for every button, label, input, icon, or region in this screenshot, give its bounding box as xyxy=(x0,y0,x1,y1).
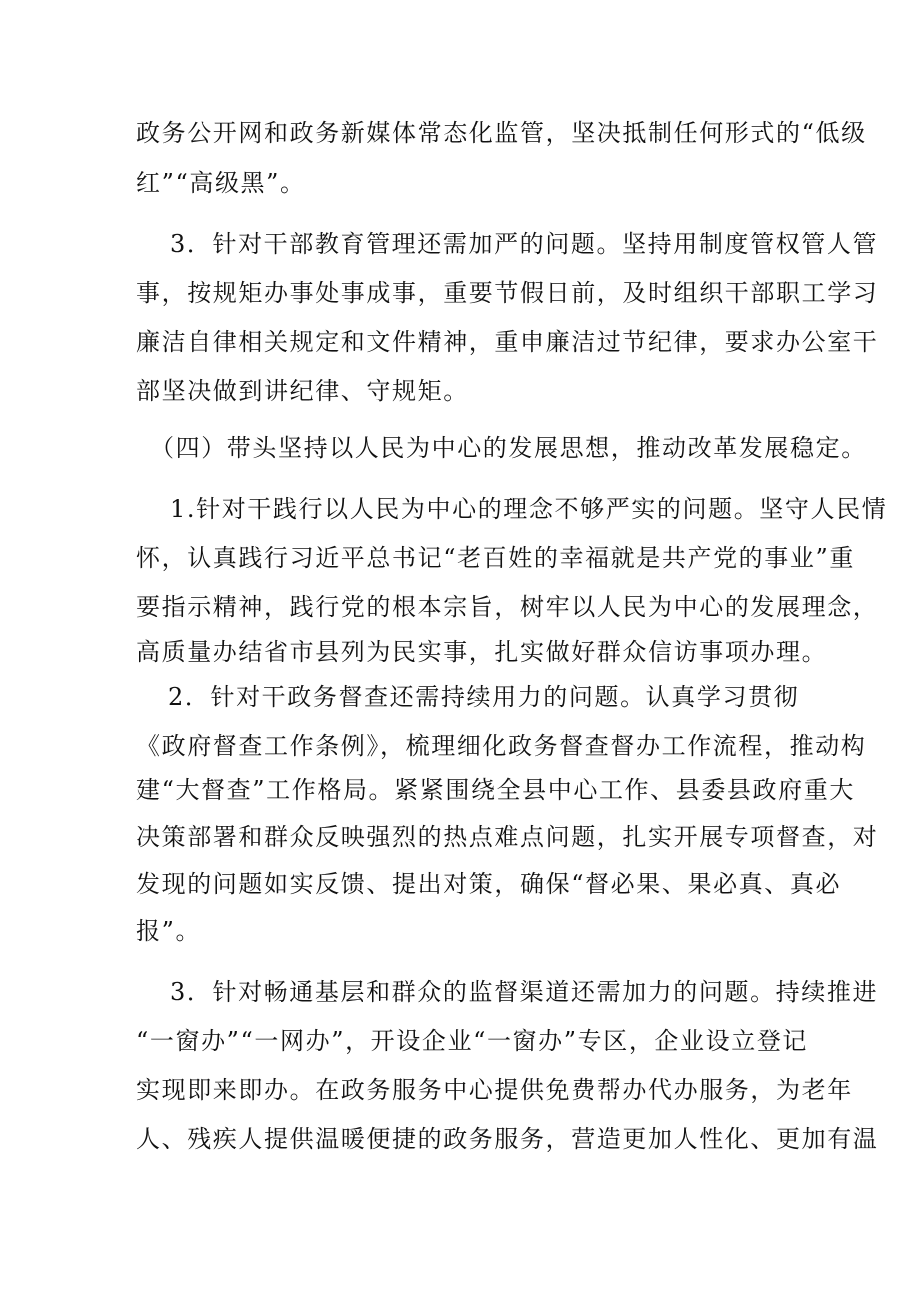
text-line: 实现即来即办。在政务服务中心提供免费帮办代办服务，为老年 xyxy=(136,1076,853,1104)
section-heading: （四）带头坚持以人民为中心的发展思想，推动改革发展稳定。 xyxy=(150,434,867,462)
paragraph-start: 2．针对干政务督查还需持续用力的问题。认真学习贯彻 xyxy=(168,683,800,711)
paragraph-start: 3．针对畅通基层和群众的监督渠道还需加力的问题。持续推进 xyxy=(170,978,879,1006)
text-line: 要指示精神，践行党的根本宗旨，树牢以人民为中心的发展理念， xyxy=(136,593,879,621)
paragraph-start: 1.针对干践行以人民为中心的理念不够严实的问题。坚守人民情 xyxy=(170,495,888,523)
paragraph-start: 3．针对干部教育管理还需加严的问题。坚持用制度管权管人管 xyxy=(170,230,879,258)
text-line: 廉洁自律相关规定和文件精神，重申廉洁过节纪律，要求办公室干 xyxy=(136,328,879,356)
text-line: 建“大督查”工作格局。紧紧围绕全县中心工作、县委县政府重大 xyxy=(136,776,855,804)
text-line: 事，按规矩办事处事成事，重要节假日前，及时组织干部职工学习 xyxy=(136,279,879,307)
text-line: “一窗办”“一网办”，开设企业“一窗办”专区，企业设立登记 xyxy=(136,1027,809,1055)
text-line: 人、残疾人提供温暖便捷的政务服务，营造更加人性化、更加有温 xyxy=(136,1125,879,1153)
text-line: 部坚决做到讲纪律、守规矩。 xyxy=(136,377,469,405)
text-line: 《政府督查工作条例》，梳理细化政务督查督办工作流程，推动构 xyxy=(136,732,867,760)
text-line: 高质量办结省市县列为民实事，扎实做好群众信访事项办理。 xyxy=(136,638,828,666)
text-line: 报”。 xyxy=(136,917,202,945)
text-line: 政务公开网和政务新媒体常态化监管，坚决抵制任何形式的“低级 xyxy=(136,119,867,147)
text-line: 红”“高级黑”。 xyxy=(136,169,306,197)
text-line: 决策部署和群众反映强烈的热点难点问题，扎实开展专项督查，对 xyxy=(136,823,879,851)
text-line: 怀，认真践行习近平总书记“老百姓的幸福就是共产党的事业”重 xyxy=(136,544,855,572)
text-line: 发现的问题如实反馈、提出对策，确保“督必果、果必真、真必 xyxy=(136,870,842,898)
